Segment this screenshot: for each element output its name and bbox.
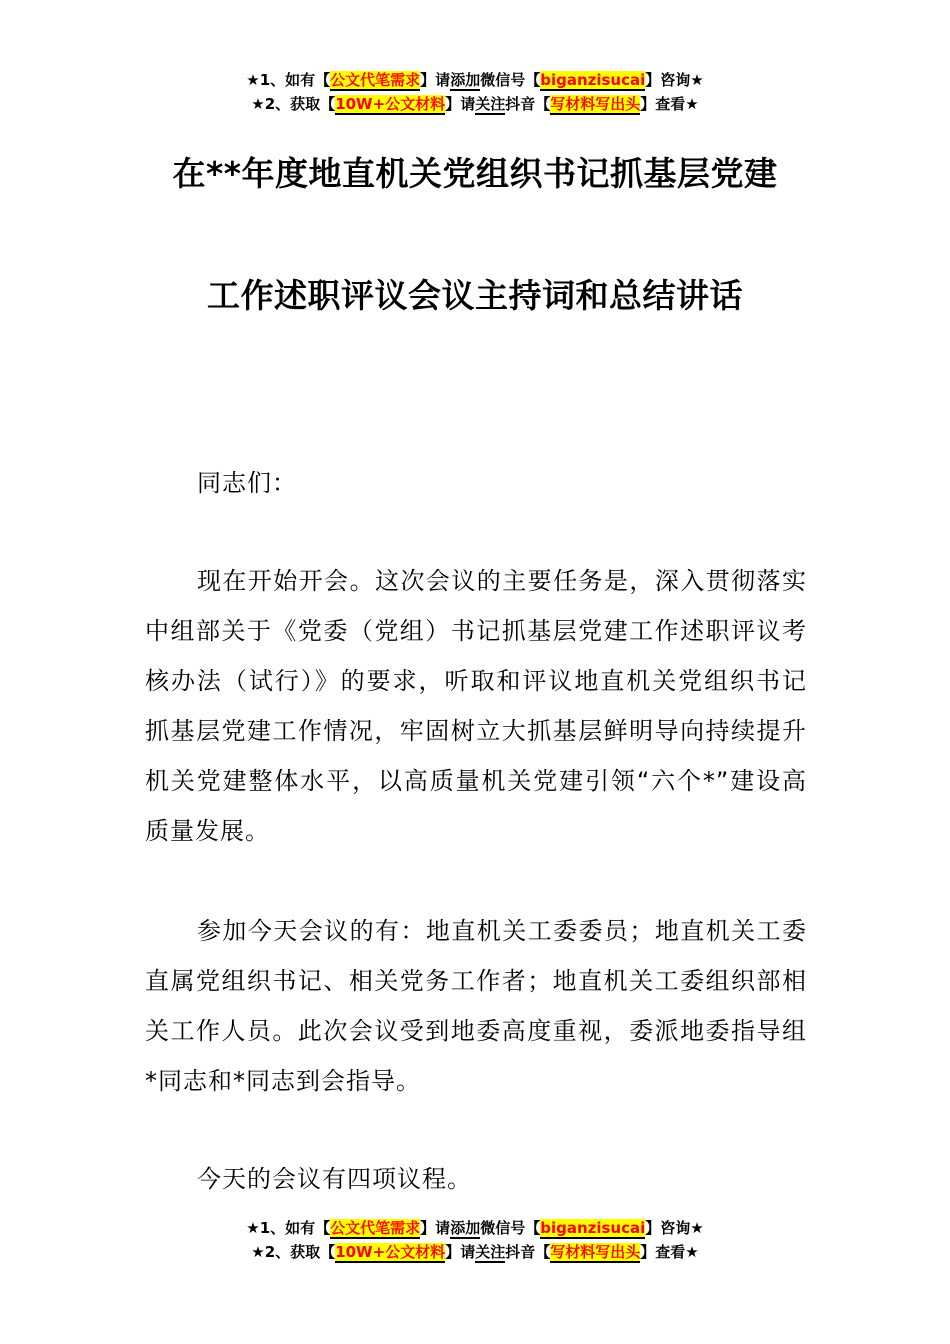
paragraph-agenda: 今天的会议有四项议程。: [197, 1165, 472, 1193]
banner-text: 微信号【: [480, 1219, 541, 1237]
banner-text: 】咨询★: [645, 71, 704, 89]
banner-line-2: [0, 1240, 950, 1264]
banner-highlight-materials: 10W+公文材料: [335, 95, 446, 113]
banner-text: 】查看★: [640, 95, 699, 113]
banner-highlight-materials: 10W+公文材料: [335, 1243, 446, 1261]
footer-banner: [0, 1216, 950, 1264]
greeting: 同志们：: [197, 469, 297, 497]
banner-highlight-service: 公文代笔需求: [330, 1219, 421, 1237]
banner-text: 】请: [445, 1243, 476, 1261]
banner-text: 微信号【: [480, 71, 541, 89]
banner-text: 抖音【: [505, 1243, 551, 1261]
banner-line-1: [0, 68, 950, 92]
banner-text: ★2、获取【: [251, 1243, 336, 1261]
banner-text: 】查看★: [640, 1243, 699, 1261]
banner-highlight-service: 公文代笔需求: [330, 71, 421, 89]
banner-highlight-wechat: biganzisucai: [540, 1219, 646, 1237]
paragraph-attendees: 参加今天会议的有：地直机关工委委员；地直机关工委直属党组织书记、相关党务工作者；地直机关工委组织部相关工作人员。此次会议受到地委高度重视，委派地委指导组*同志和*同志到会指导。: [145, 917, 807, 1095]
banner-text: ★1、如有【: [246, 71, 331, 89]
paragraph-opening: 现在开始开会。这次会议的主要任务是，深入贯彻落实中组部关于《党委（党组）书记抓基层党建工作述职评议考核办法（试行）》的要求，听取和评议地直机关党组织书记抓基层党建工作情况，牢固树立大抓基层鲜明导向持续提升机关党建整体水平，以高质量机关党建引领“六个*”建设高质量发展。: [145, 567, 807, 845]
banner-text: 抖音【: [505, 95, 551, 113]
banner-text: ★2、获取【: [251, 95, 336, 113]
banner-highlight-wechat: biganzisucai: [540, 71, 646, 89]
banner-underline: 关注: [475, 1243, 506, 1261]
banner-text: ★1、如有【: [246, 1219, 331, 1237]
banner-highlight-douyin: 写材料写出头: [550, 1243, 641, 1261]
banner-text: 】请: [445, 95, 476, 113]
banner-underline: 添加: [450, 71, 481, 89]
header-banner: [0, 68, 950, 116]
document-title-line-2: 工作述职评议会议主持词和总结讲话: [207, 276, 743, 315]
banner-text: 】请: [420, 1219, 451, 1237]
banner-highlight-douyin: 写材料写出头: [550, 95, 641, 113]
banner-underline: 添加: [450, 1219, 481, 1237]
banner-text: 】请: [420, 71, 451, 89]
banner-text: 】咨询★: [645, 1219, 704, 1237]
banner-underline: 关注: [475, 95, 506, 113]
banner-line-2: [0, 92, 950, 116]
banner-line-1: [0, 1216, 950, 1240]
document-title-line-1: 在**年度地直机关党组织书记抓基层党建: [172, 154, 778, 193]
